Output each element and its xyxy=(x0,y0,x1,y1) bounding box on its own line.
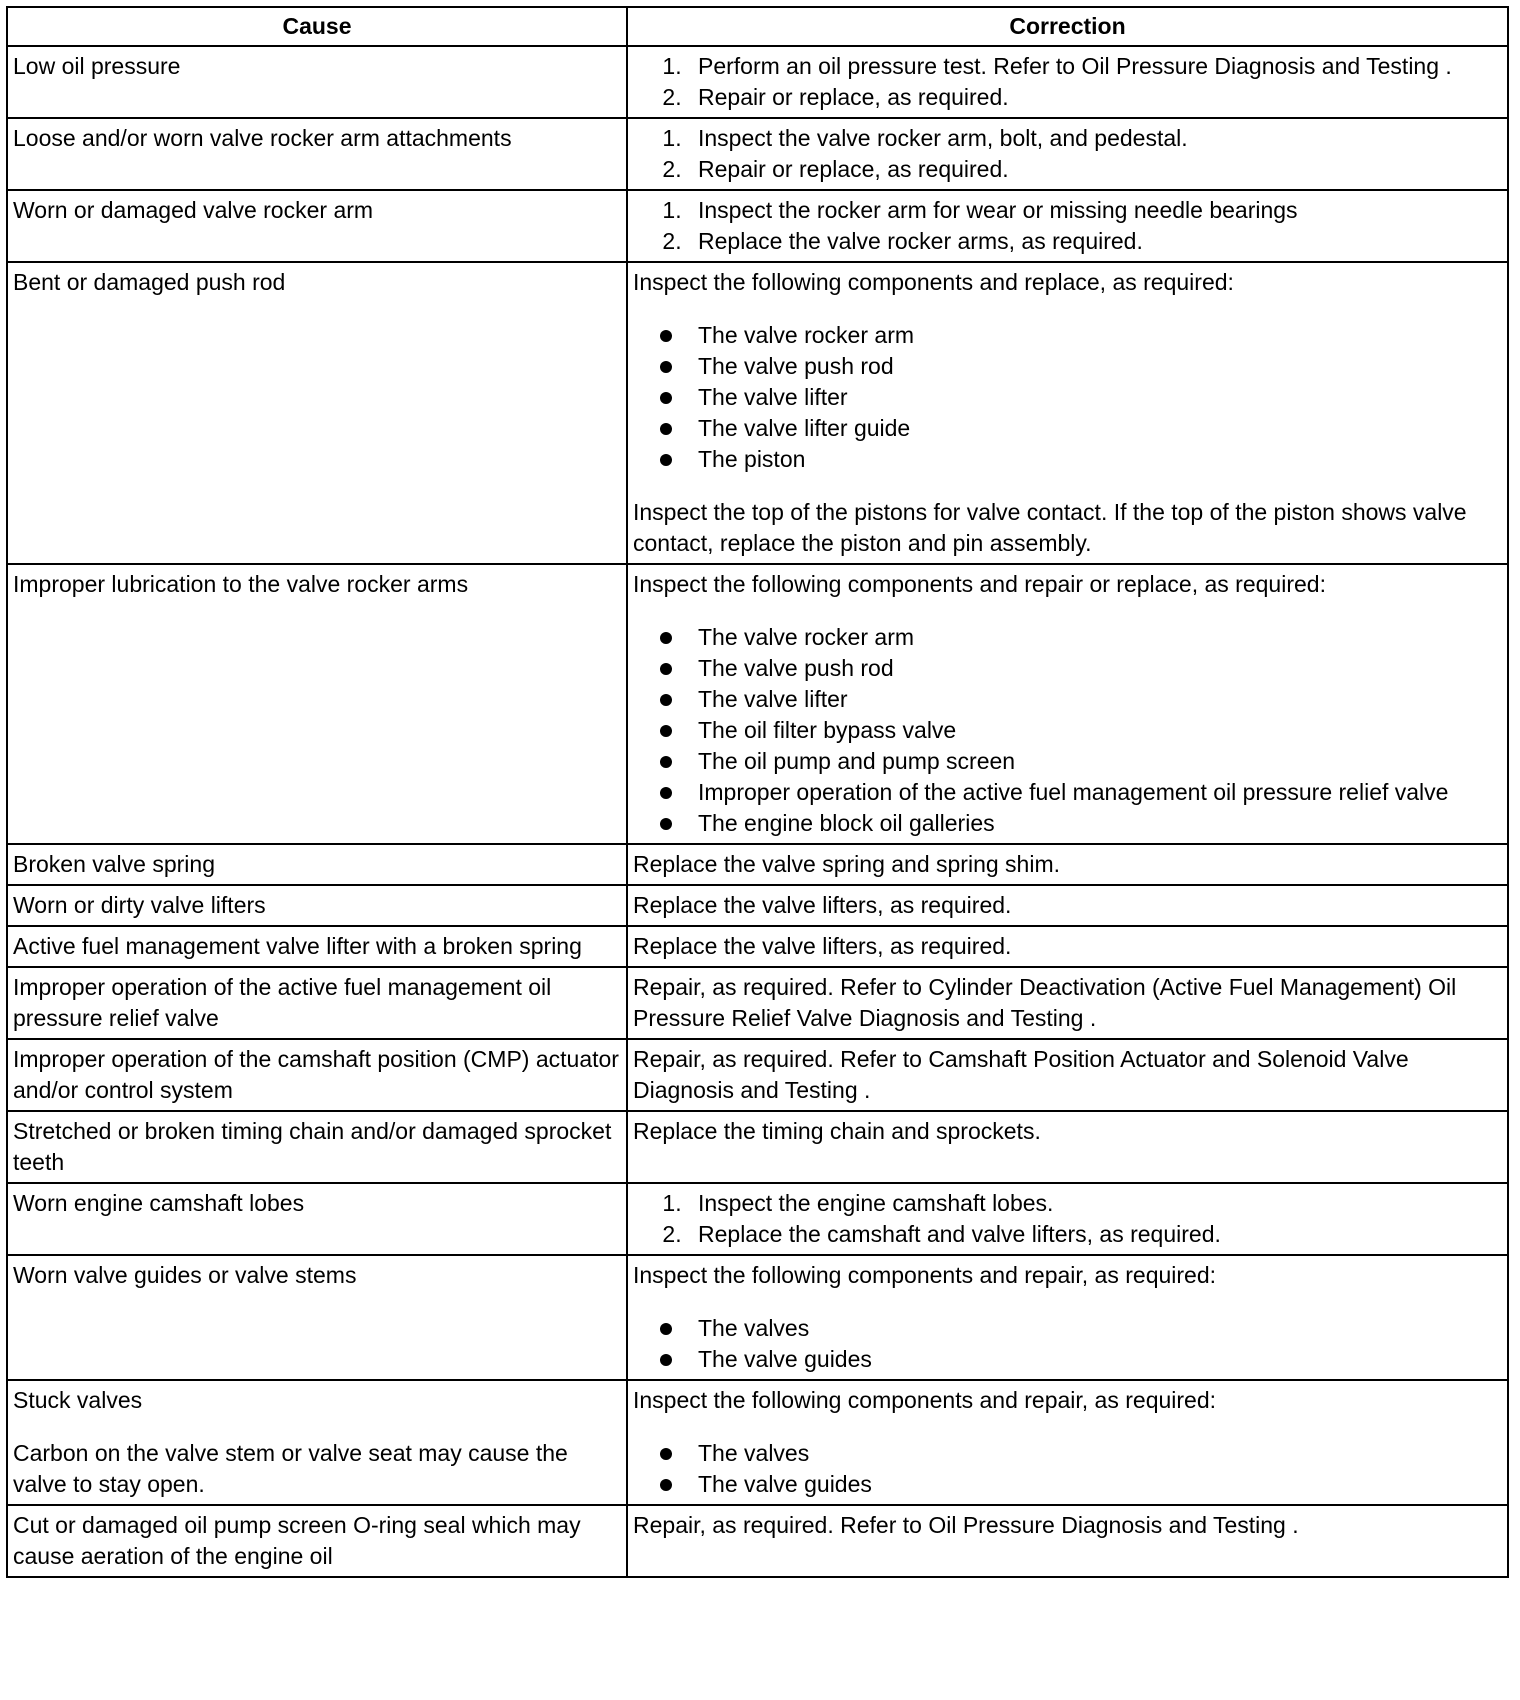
cause-cell xyxy=(7,885,627,926)
cause-text: Worn or dirty valve lifters xyxy=(13,892,266,918)
step-item: 2. Replace the valve rocker arms, as required. xyxy=(688,226,1502,257)
table-row xyxy=(7,1111,1508,1183)
cause-cell xyxy=(7,1039,627,1111)
bullet-item: The valve lifter xyxy=(688,684,1502,715)
cause-cell xyxy=(7,190,627,262)
cause-text: Improper operation of the active fuel management oil pressure relief valve xyxy=(13,974,552,1031)
cause-text: Broken valve spring xyxy=(13,851,215,877)
correction-cell xyxy=(627,1255,1508,1380)
table-row xyxy=(7,1255,1508,1380)
correction-cell xyxy=(627,46,1508,118)
cause-cell xyxy=(7,844,627,885)
step-item: 2. Replace the camshaft and valve lifters, as required. xyxy=(688,1219,1502,1250)
correction-cell xyxy=(627,926,1508,967)
correction-cell xyxy=(627,885,1508,926)
cause-text: Cut or damaged oil pump screen O-ring seal which may cause aeration of the engine oil xyxy=(13,1512,581,1569)
table-body xyxy=(7,46,1508,1577)
bullet-item: The engine block oil galleries xyxy=(688,808,1502,839)
cause-cell xyxy=(7,46,627,118)
correction-text: Inspect the following components and replace, as required: xyxy=(633,269,1234,295)
correction-text: Replace the valve lifters, as required. xyxy=(633,933,1012,959)
bullet-item: The valve lifter xyxy=(688,382,1502,413)
bullet-item: The valve push rod xyxy=(688,351,1502,382)
bullet-item: The valve guides xyxy=(688,1469,1502,1500)
cause-cell xyxy=(7,118,627,190)
step-item: 1. Inspect the rocker arm for wear or missing needle bearings xyxy=(688,195,1502,226)
cause-cell xyxy=(7,1505,627,1577)
numbered-steps-list xyxy=(633,123,1502,185)
cause-text: Bent or damaged push rod xyxy=(13,269,286,295)
bullet-item: The valve rocker arm xyxy=(688,622,1502,653)
bullet-item: The valves xyxy=(688,1438,1502,1469)
step-item: 1. Inspect the engine camshaft lobes. xyxy=(688,1188,1502,1219)
cause-cell xyxy=(7,262,627,564)
table-row xyxy=(7,926,1508,967)
bullet-list xyxy=(633,1438,1502,1500)
cause-text: Active fuel management valve lifter with a broken spring xyxy=(13,933,582,959)
bullet-item: The piston xyxy=(688,444,1502,475)
correction-cell xyxy=(627,1039,1508,1111)
bullet-list xyxy=(633,1313,1502,1375)
correction-cell xyxy=(627,1505,1508,1577)
correction-text: Inspect the following components and repair, as required: xyxy=(633,1262,1217,1288)
cause-text: Worn or damaged valve rocker arm xyxy=(13,197,374,223)
correction-cell xyxy=(627,844,1508,885)
correction-cell xyxy=(627,262,1508,564)
table-row xyxy=(7,1380,1508,1505)
bullet-item: The valves xyxy=(688,1313,1502,1344)
correction-cell xyxy=(627,190,1508,262)
table-row xyxy=(7,564,1508,844)
numbered-steps-list xyxy=(633,51,1502,113)
correction-text: Replace the valve spring and spring shim. xyxy=(633,851,1061,877)
table-header xyxy=(7,7,1508,46)
cause-text: Worn engine camshaft lobes xyxy=(13,1190,305,1216)
table-row xyxy=(7,1039,1508,1111)
bullet-item: The valve push rod xyxy=(688,653,1502,684)
cause-cell xyxy=(7,1183,627,1255)
correction-cell xyxy=(627,1111,1508,1183)
cause-cell xyxy=(7,1380,627,1505)
column-header-correction: Correction xyxy=(627,7,1508,46)
column-header-cause: Cause xyxy=(7,7,627,46)
cause-text: Stuck valves xyxy=(13,1387,143,1413)
cause-cell xyxy=(7,1255,627,1380)
bullet-list xyxy=(633,320,1502,475)
correction-cell xyxy=(627,967,1508,1039)
cause-cell xyxy=(7,564,627,844)
cause-text: Loose and/or worn valve rocker arm attachments xyxy=(13,125,512,151)
diagnosis-table xyxy=(6,6,1509,1578)
correction-text: Inspect the top of the pistons for valve contact. If the top of the piston shows valve contact, replace the piston and pin assembly. xyxy=(633,499,1467,556)
table-row xyxy=(7,190,1508,262)
cause-text: Stretched or broken timing chain and/or damaged sprocket teeth xyxy=(13,1118,612,1175)
correction-cell xyxy=(627,564,1508,844)
correction-text: Replace the timing chain and sprockets. xyxy=(633,1118,1041,1144)
bullet-item: Improper operation of the active fuel management oil pressure relief valve xyxy=(688,777,1502,808)
cause-cell xyxy=(7,926,627,967)
header-row xyxy=(7,7,1508,46)
correction-text: Inspect the following components and repair, as required: xyxy=(633,1387,1217,1413)
cause-cell xyxy=(7,1111,627,1183)
bullet-item: The oil pump and pump screen xyxy=(688,746,1502,777)
correction-cell xyxy=(627,1380,1508,1505)
table-row xyxy=(7,118,1508,190)
table-row xyxy=(7,967,1508,1039)
table-row xyxy=(7,1505,1508,1577)
table-row xyxy=(7,1183,1508,1255)
cause-text: Worn valve guides or valve stems xyxy=(13,1262,357,1288)
table-row xyxy=(7,844,1508,885)
step-item: 2. Repair or replace, as required. xyxy=(688,154,1502,185)
correction-text: Repair, as required. Refer to Camshaft Position Actuator and Solenoid Valve Diagnosis and Testing . xyxy=(633,1046,1409,1103)
numbered-steps-list xyxy=(633,1188,1502,1250)
cause-cell xyxy=(7,967,627,1039)
bullet-item: The oil filter bypass valve xyxy=(688,715,1502,746)
bullet-item: The valve guides xyxy=(688,1344,1502,1375)
cause-text: Improper lubrication to the valve rocker arms xyxy=(13,571,469,597)
correction-cell xyxy=(627,1183,1508,1255)
bullet-list xyxy=(633,622,1502,839)
step-item: 1. Perform an oil pressure test. Refer to Oil Pressure Diagnosis and Testing . xyxy=(688,51,1502,82)
table-row xyxy=(7,46,1508,118)
table-row xyxy=(7,262,1508,564)
table-row xyxy=(7,885,1508,926)
step-item: 1. Inspect the valve rocker arm, bolt, and pedestal. xyxy=(688,123,1502,154)
cause-text: Low oil pressure xyxy=(13,53,181,79)
correction-text: Repair, as required. Refer to Oil Pressure Diagnosis and Testing . xyxy=(633,1512,1299,1538)
step-item: 2. Repair or replace, as required. xyxy=(688,82,1502,113)
numbered-steps-list xyxy=(633,195,1502,257)
bullet-item: The valve lifter guide xyxy=(688,413,1502,444)
cause-text: Carbon on the valve stem or valve seat may cause the valve to stay open. xyxy=(13,1440,568,1497)
bullet-item: The valve rocker arm xyxy=(688,320,1502,351)
correction-text: Inspect the following components and repair or replace, as required: xyxy=(633,571,1326,597)
cause-text: Improper operation of the camshaft position (CMP) actuator and/or control system xyxy=(13,1046,619,1103)
correction-text: Replace the valve lifters, as required. xyxy=(633,892,1012,918)
correction-text: Repair, as required. Refer to Cylinder Deactivation (Active Fuel Management) Oil Pressure Relief Valve Diagnosis and Testing . xyxy=(633,974,1457,1031)
correction-cell xyxy=(627,118,1508,190)
